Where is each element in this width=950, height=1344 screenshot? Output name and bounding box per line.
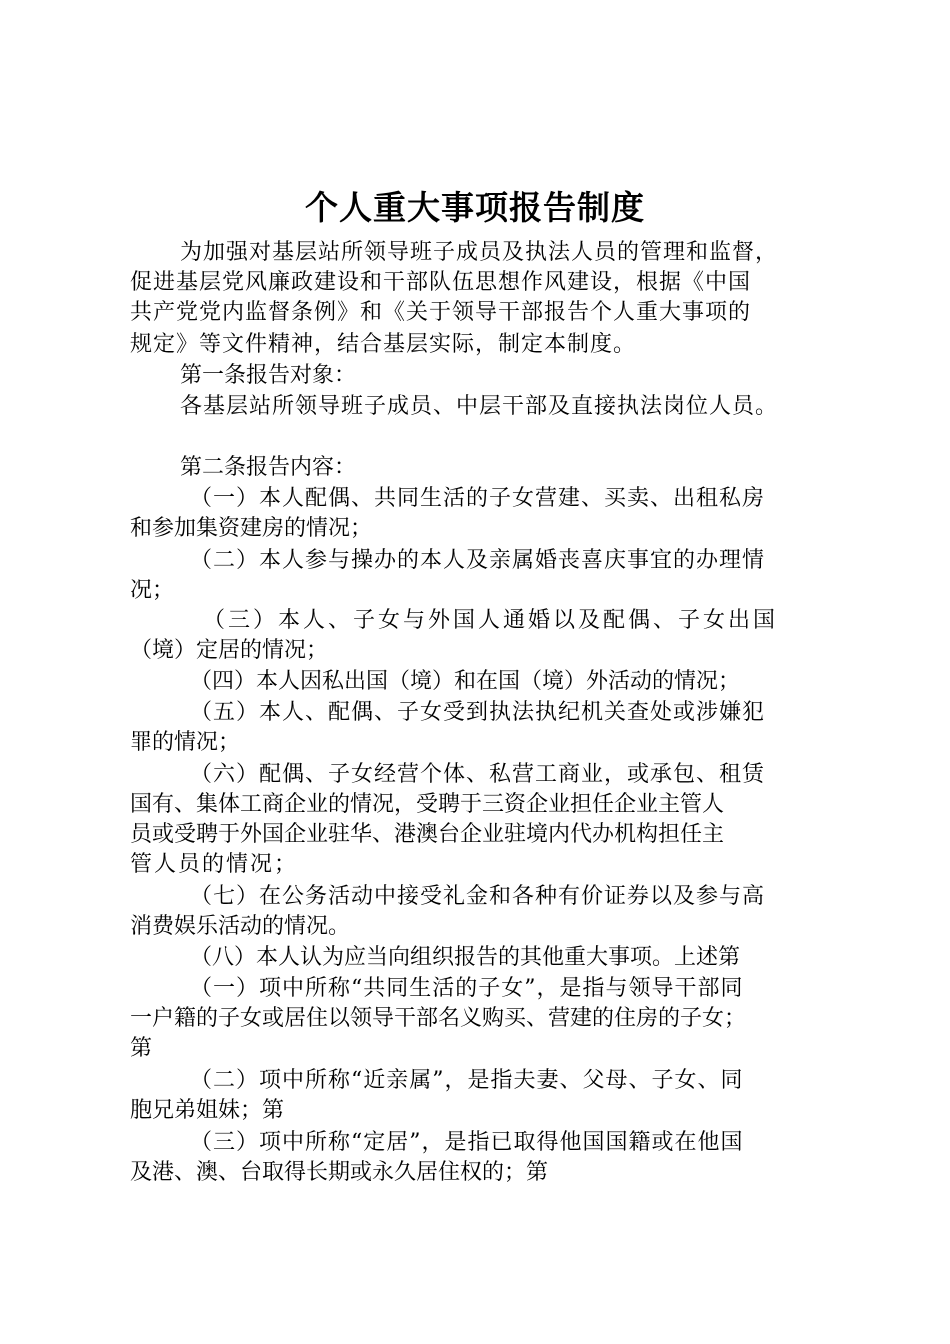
- list-item-line: 及港、澳、台取得长期或永久居住权的；第: [130, 1160, 549, 1185]
- article-heading: 第一条报告对象：: [180, 363, 357, 388]
- list-item-line: （三）项中所称“定居”，是指已取得他国国籍或在他国: [190, 1130, 744, 1155]
- list-item-line: （三）本人、子女与外国人通婚以及配偶、子女出国: [203, 608, 779, 633]
- body-line: 促进基层党风廉政建设和干部队伍思想作风建设，根据《中国: [130, 270, 752, 295]
- document-title: 个人重大事项报告制度: [305, 188, 645, 227]
- list-item-line: 罪的情况；: [130, 730, 241, 755]
- list-item-line: 员或受聘于外国企业驻华、港澳台企业驻境内代办机构担任主: [130, 822, 725, 847]
- list-item-line: 况；: [130, 578, 175, 603]
- list-item-line: 一户籍的子女或居住以领导干部名义购买、营建的住房的子女；: [130, 1006, 747, 1031]
- article-heading: 第二条报告内容：: [180, 455, 357, 480]
- list-item-line: （二）本人参与操办的本人及亲属婚丧喜庆事宜的办理情: [190, 548, 766, 573]
- list-item-line: （四）本人因私出国（境）和在国（境）外活动的情况；: [190, 669, 741, 694]
- list-item-line: （八）本人认为应当向组织报告的其他重大事项。上述第: [190, 945, 741, 970]
- body-line: 各基层站所领导班子成员、中层干部及直接执法岗位人员。: [180, 394, 779, 419]
- list-item-line: 消费娱乐活动的情况。: [130, 914, 351, 939]
- list-item-line: （六）配偶、子女经营个体、私营工商业，或承包、租赁: [190, 762, 766, 787]
- body-line: 规定》等文件精神，结合基层实际，制定本制度。: [130, 332, 637, 357]
- list-item-line: （境）定居的情况；: [130, 638, 329, 663]
- list-item-line: （五）本人、配偶、子女受到执法执纪机关查处或涉嫌犯: [190, 700, 766, 725]
- list-item-line: 胞兄弟姐妹；第: [130, 1098, 285, 1123]
- list-item-line: （二）项中所称“近亲属”，是指夫妻、父母、子女、同: [190, 1068, 744, 1093]
- list-item-line: （七）在公务活动中接受礼金和各种有价证券以及参与高: [190, 884, 766, 909]
- body-line: 共产党党内监督条例》和《关于领导干部报告个人重大事项的: [130, 300, 752, 325]
- list-item-line: 和参加集资建房的情况；: [130, 516, 373, 541]
- list-item-line: （一）项中所称“共同生活的子女”，是指与领导干部同: [190, 976, 744, 1001]
- list-item-line: 管人员的情况；: [130, 852, 299, 877]
- body-line: 为加强对基层站所领导班子成员及执法人员的管理和监督，: [180, 240, 779, 265]
- list-item-line: 国有、集体工商企业的情况，受聘于三资企业担任企业主管人: [130, 792, 725, 817]
- list-item-line: （一）本人配偶、共同生活的子女营建、买卖、出租私房: [190, 486, 766, 511]
- list-item-line: 第: [130, 1036, 153, 1061]
